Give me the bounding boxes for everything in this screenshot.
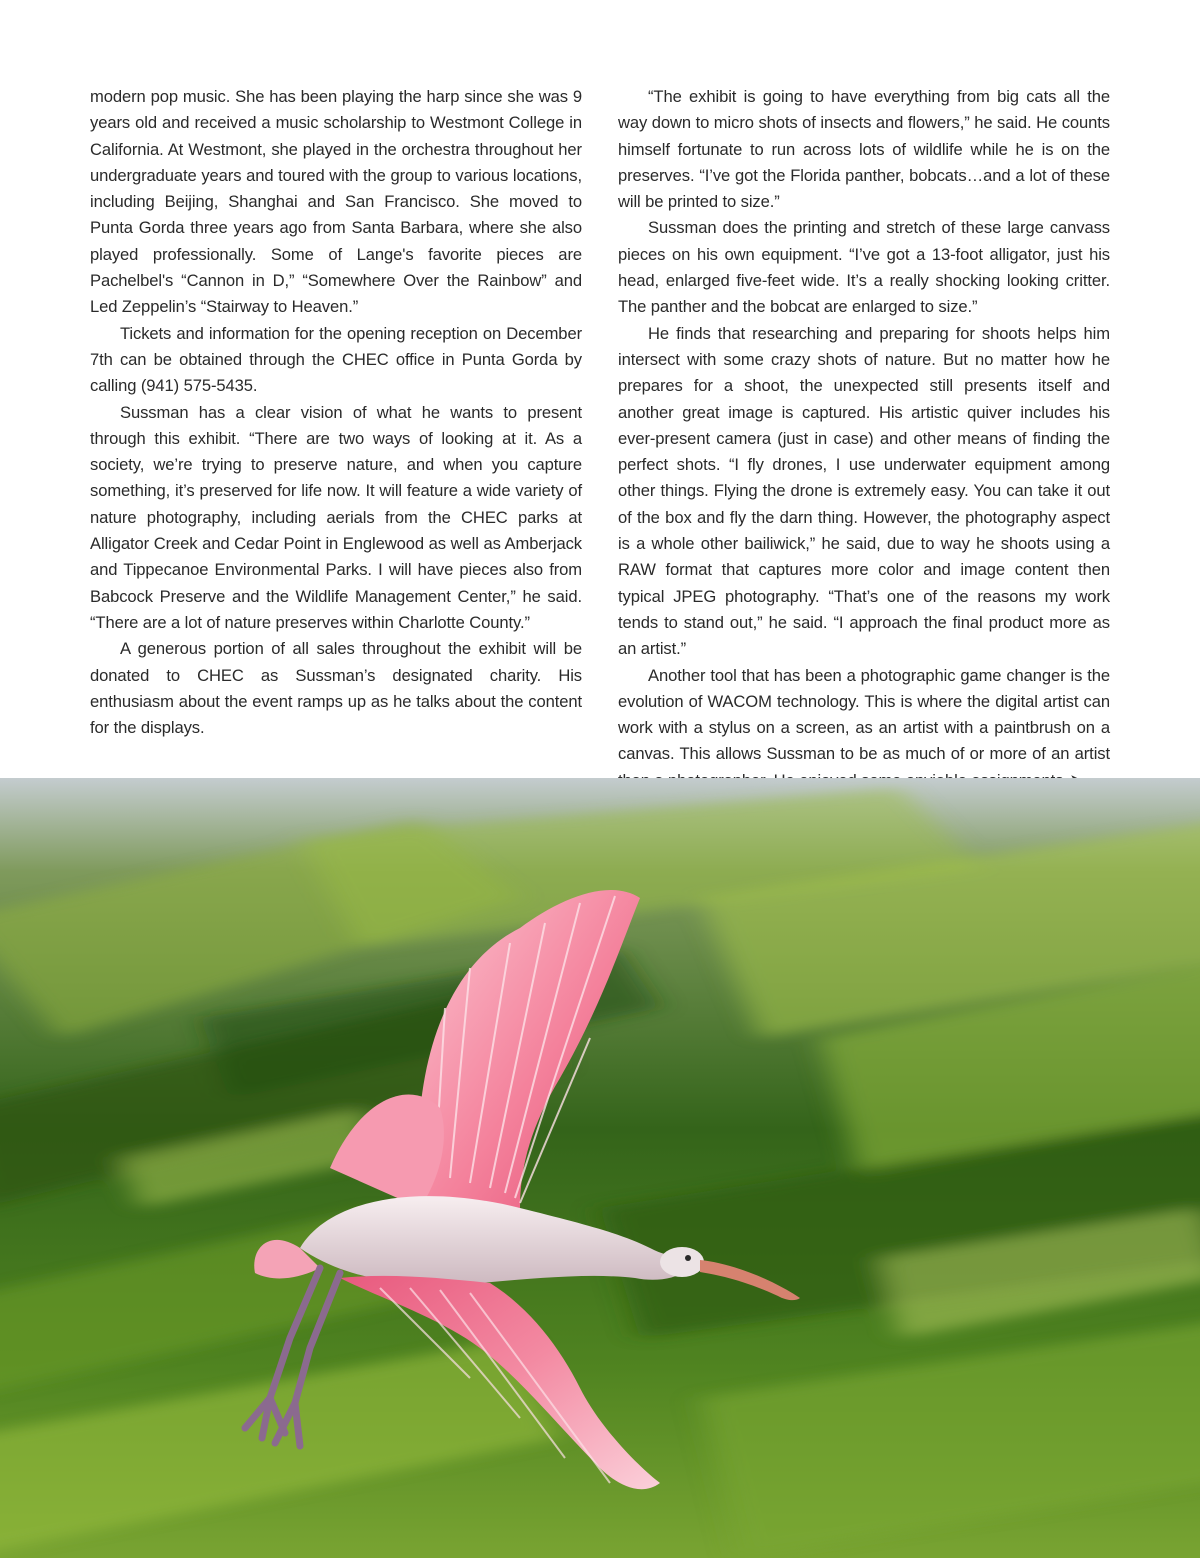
paragraph: Sussman does the printing and stretch of these large canvass pieces on his own equipment. “I’ve got a 13-foot alligator, just his head, enlarged five-feet wide. It’s a really shocking looking critter. The panther and the bobcat are enlarged to size.” [618, 218, 1110, 317]
article-body [90, 84, 1110, 764]
paragraph: “The exhibit is going to have everything from big cats all the way down to micro shots of insects and flowers,” he said. He counts himself fortunate to run across lots of wildlife while he is on the preserves. “I’ve got the Florida panther, bobcats…and a lot of these will be printed to size.” [618, 87, 1110, 212]
spoonbill-photo [0, 778, 1200, 1558]
paragraph: Sussman has a clear vision of what he wants to present through this exhibit. “There are two ways of looking at it. As a society, we’re trying to preserve nature, and when you capture something, it’s preserved for life now. It will feature a wide variety of nature photography, including aerials from the CHEC parks at Alligator Creek and Cedar Point in Englewood as well as Amberjack and Tippecanoe Environmental Parks. I will have pieces also from Babcock Preserve and the Wildlife Management Center,” he said. “There are a lot of nature preserves within Charlotte County.” [90, 402, 582, 632]
paragraph: Tickets and information for the opening reception on December 7th can be obtained through the CHEC office in Punta Gorda by calling (941) 575-5435. [90, 323, 582, 396]
last-paragraph [618, 663, 1110, 794]
spoonbill-illustration [0, 778, 1200, 1558]
left-column [90, 84, 582, 764]
paragraph-text: Another tool that has been a photographic game changer is the evolution of WACOM technology. This is where the digital artist can work with a stylus on a screen, as an artist with a paintbrush on a canvas. This allows Sussman to be as much of or more of an artist [618, 665, 1110, 764]
right-column [618, 84, 1110, 764]
paragraph: modern pop music. She has been playing the harp since she was 9 years old and received a music scholarship to Westmont College in California. At Westmont, she played in the orchestra throughout her undergraduate years and toured with the group to various locations, including Beijing, Shanghai and San Francisco. She moved to Punta Gorda three years ago from Santa Barbara, where she also played professionally. Some of Lange's favorite pieces are Pachelbel's “Cannon in D,” “Somewhere Over the Rainbow” and Led Zeppelin’s “Stairway to Heaven.” [90, 87, 582, 317]
bird-head [660, 1247, 704, 1277]
paragraph: He finds that researching and preparing for shoots helps him intersect with some crazy shots of nature. But no matter how he prepares for a shoot, the unexpected still presents itself and another great image is captured. His artistic quiver includes his ever-present camera (just in case) and other means of finding the perfect shots. “I fly drones, I use underwater equipment among other things. Flying the drone is extremely easy. You can take it out of the box and fly the darn thing. However, the photography aspect is a whole other bailiwick,” he said, due to way he shoots using a RAW format that captures more color and image content then typical JPEG photography. “That’s one of the reasons my work tends to stand out,” he said. “I approach the final product more as an artist.” [618, 323, 1110, 659]
bird-eye [685, 1255, 691, 1261]
paragraph: A generous portion of all sales throughout the exhibit will be donated to CHEC as Sussman’s designated charity. His enthusiasm about the event ramps up as he talks about the content for the displays. [90, 639, 582, 738]
